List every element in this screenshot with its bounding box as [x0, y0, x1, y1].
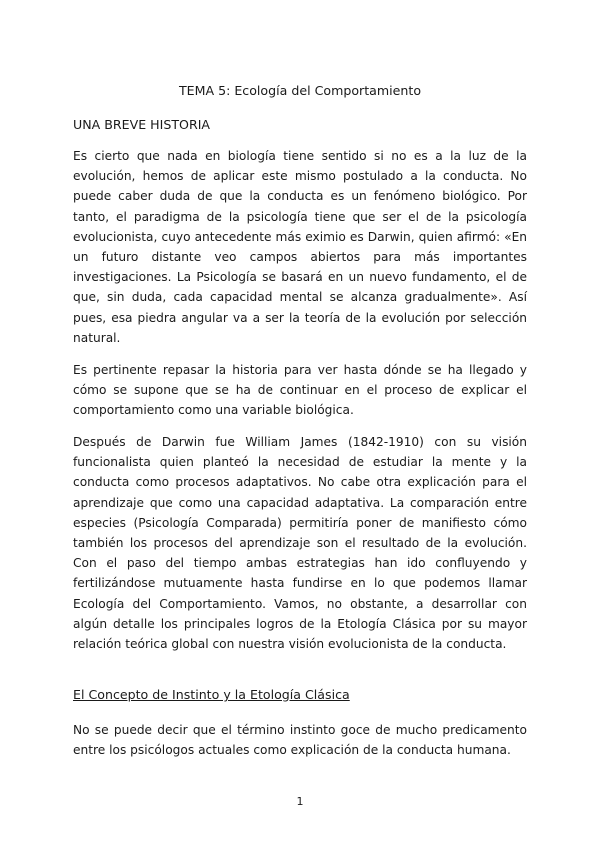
paragraph-1: Es cierto que nada en biología tiene sentido si no es a la luz de la evolución, hemos de aplicar este mismo postulado a la conducta. No puede caber duda de que la conducta es un fenómeno biológico. Por tanto, el paradigma de la psicología tiene que ser el de la psicología evolucionista, cuyo antecedente más eximio es Darwin, quien afirmó: «En un futuro distante veo campos abiertos para más importantes investigaciones. La Psicología se basará en un nuevo fundamento, el de que, sin duda, cada capacidad mental se alcanza gradualmente». Así pues, esa piedra angular va a ser la teoría de la evolución por selección natural. [73, 149, 527, 345]
paragraph-4: No se puede decir que el término instinto goce de mucho predicamento entre los psicólogos actuales como explicación de la conducta humana. [73, 723, 527, 758]
document-title: TEMA 5: Ecología del Comportamiento [178, 83, 422, 98]
paragraph-3: Después de Darwin fue William James (1842-1910) con su visión funcionalista quien planteó la necesidad de estudiar la mente y la conducta como procesos adaptativos. No cabe otra explicación para el aprendizaje que como una capacidad adaptativa. La comparación entre especies (Psicología Comparada) permitiría poner de manifiesto cómo también los procesos del aprendizaje son el resultado de la evolución. Con el paso del tiempo ambas estrategias han ido confluyendo y fertilizándose mutuamente hasta fundirse en lo que podemos llamar Ecología del Comportamiento. Vamos, no obstante, a desarrollar con algún detalle los principales logros de la Etología Clásica por su mayor relación teórica global con nuestra visión evolucionista de la conducta. [73, 435, 527, 652]
section-heading: UNA BREVE HISTORIA [73, 117, 211, 132]
page-number: 1 [296, 795, 304, 808]
subsection-heading: El Concepto de Instinto y la Etología Clásica [73, 687, 350, 702]
paragraph-2: Es pertinente repasar la historia para ver hasta dónde se ha llegado y cómo se supone que se ha de continuar en el proceso de explicar el comportamiento como una variable biológica. [73, 363, 527, 418]
